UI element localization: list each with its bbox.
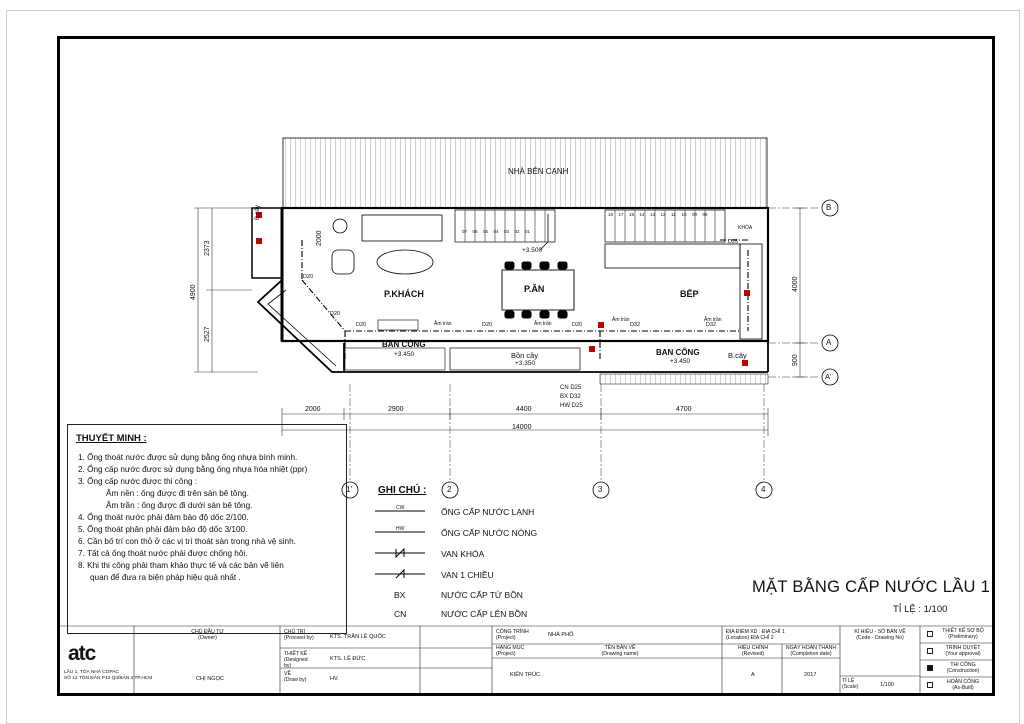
note-line: 2. Ống cấp nước được sử dụng bằng ống nhựa hóa nhiệt (ppr) (78, 465, 308, 474)
drawing-name-label: TÊN BẢN VẼ (Drawing name) (601, 645, 639, 657)
phase-checkbox (927, 631, 933, 637)
stair-number: 01 (525, 229, 531, 234)
pipe-d20-b: D20 (482, 322, 493, 328)
legend-label: ỐNG CẤP NƯỚC LẠNH (441, 507, 535, 517)
planter-right: B.cây (728, 351, 747, 360)
stair-number: 12 (660, 212, 666, 217)
dim-1: 2000 (305, 406, 321, 413)
dim-4: 4700 (676, 406, 692, 413)
legend-label: VAN KHÓA (441, 549, 485, 559)
note-line: Âm trần : ống được đi dưới sàn bê tông. (106, 501, 253, 510)
stair-number: 02 (514, 229, 520, 234)
legend-label: NƯỚC CẤP TỪ BỒN (441, 590, 523, 600)
legend-symbol-cn: CN (394, 609, 407, 619)
legend-label: VAN 1 CHIỀU (441, 570, 494, 580)
pipe-d25: D25 (728, 239, 739, 245)
axis-1p: 1' (346, 485, 352, 494)
dim-right-1: 4000 (792, 276, 799, 292)
axis-3: 3 (598, 485, 603, 494)
dim-inner: 2000 (316, 230, 323, 246)
pipe-d32-b: D32 (706, 322, 717, 328)
dim-left-total: 4900 (190, 284, 197, 300)
axis-a-prime: A' (825, 372, 832, 381)
legend-label: NƯỚC CẤP LÊN BỒN (441, 609, 528, 619)
pipe-am-tran-b: Âm trần (534, 321, 552, 327)
company-logo: atc (68, 642, 96, 665)
dim-left-2: 2527 (204, 326, 211, 342)
pipe-am-tran-c: Âm trần (612, 317, 630, 323)
company-name: LẦU 1, TÒA NHÀ COPAC (64, 670, 120, 675)
pipe-d20-a: D20 (356, 322, 367, 328)
stair-number: 05 (483, 229, 489, 234)
stair-number: 15 (629, 212, 635, 217)
stair-number: 11 (671, 212, 676, 217)
company-address: SỐ 12 TÔN ĐẢN P13 Q4/BẢN 4 TP.HCM (64, 676, 153, 682)
stair-number: 13 (650, 212, 656, 217)
notes-heading: THUYẾT MINH : (76, 433, 147, 444)
owner-label: CHỦ ĐẦU TƯ (Owner) (191, 629, 224, 641)
date-value: 2017 (804, 672, 817, 678)
legend-symbol-cw: CW (396, 505, 405, 511)
item-label: HẠNG MỤC (Project) (496, 645, 525, 657)
note-line: quan để đưa ra biện pháp hiệu quả nhất . (90, 573, 241, 582)
pipe-cn: CN D25 (560, 385, 582, 391)
pipe-bx: BX D32 (560, 394, 581, 400)
note-line: 8. Khi thi công phải tham khảo thực tế và các bản vẽ liên (78, 561, 284, 570)
level-balcony-right: +3.450 (670, 358, 691, 365)
axis-2: 2 (447, 485, 452, 494)
drawing-title: MẶT BẰNG CẤP NƯỚC LẦU 1 (752, 578, 991, 596)
note-line: 4. Ống thoát nước phải đảm bảo độ dốc 2/100. (78, 513, 249, 522)
phase-label: TRÌNH DUYỆT (Your approval) (945, 645, 981, 657)
pipe-hw: HW D25 (560, 403, 583, 409)
pipe-am-tran-a: Âm trần (434, 321, 452, 327)
pipe-d20-d: D20 (303, 274, 314, 280)
location-label: ĐỊA ĐIỂM XD : ĐỊA CHỈ 1 (Location) ĐỊA CHỈ 2 (726, 629, 785, 641)
pipe-khoa: KHÓA (738, 225, 753, 231)
phase-label: THIẾT KẾ SƠ BỘ (Preliminary) (942, 628, 984, 640)
pipe-d20-e: D20 (330, 311, 341, 317)
design-label: THIẾT KẾ (Designed by) (284, 651, 308, 669)
chief-label: CHỦ TRÌ (Proceed by) (284, 629, 314, 641)
note-line: 7. Tất cả ống thoát nước phải được chống hôi. (78, 549, 248, 558)
stair-number: 04 (493, 229, 499, 234)
stair-number: 09 (692, 212, 698, 217)
draw-value: HV. (330, 676, 339, 682)
note-line: 6. Cần bố trí con thỏ ở các vị trí thoát sàn trong nhà vệ sinh. (78, 537, 296, 546)
legend-label: ỐNG CẤP NƯỚC NÓNG (441, 528, 538, 538)
note-line: 3. Ống cấp nước được thi công : (78, 477, 198, 486)
stair-number: 10 (681, 212, 687, 217)
drawing-scale: TỈ LỆ : 1/100 (893, 604, 948, 615)
phase-checkbox (927, 682, 933, 688)
room-dining: P.ĂN (524, 284, 545, 294)
scale-value: 1/100 (880, 682, 894, 688)
stair-number: 18 (608, 212, 614, 217)
legend-symbol-hw: HW (396, 526, 405, 532)
note-line: Âm nền : ống được đi trên sàn bê tông. (106, 489, 249, 498)
dim-3: 4400 (516, 406, 532, 413)
legend-symbols (375, 511, 425, 578)
company-info (64, 670, 152, 682)
phase-checkbox (927, 665, 933, 671)
room-balcony-left: BAN CÔNG (382, 340, 426, 349)
planter-mid: Bồn cây (511, 351, 539, 360)
stair-number: 08 (702, 212, 708, 217)
revised-value: A (751, 672, 755, 678)
pipe-am-tran-d: Âm trần (704, 317, 722, 323)
legend-heading: GHI CHÚ : (378, 485, 427, 496)
stair-number: 03 (504, 229, 510, 234)
axis-4: 4 (761, 485, 766, 494)
room-balcony-right: BAN CÔNG (656, 348, 700, 357)
dim-right-2: 900 (792, 354, 799, 366)
phase-label: HOÀN CÔNG (As-Built) (947, 679, 979, 691)
pipe-d20-c: D20 (572, 322, 583, 328)
room-kitchen: BẾP (680, 289, 699, 299)
axis-b: B (826, 203, 832, 212)
legend-symbol-bx: BX (394, 590, 406, 600)
stair-number: 06 (472, 229, 478, 234)
scale-label: TỈ LỆ (Scale) (842, 678, 859, 690)
phase-checkbox (927, 648, 933, 654)
level-balcony-left: +3.450 (394, 351, 415, 358)
note-line: 1. Ống thoát nước được sử dụng bằng ống nhựa bình minh. (78, 453, 298, 462)
axis-a: A (826, 338, 832, 347)
owner-value: CHỊ NGỌC (196, 676, 224, 682)
date-label: NGÀY HOÀN THÀNH (Completion date) (785, 645, 837, 657)
draw-label: VẼ (Draw by) (284, 671, 307, 683)
phase-label: THI CÔNG (Construction) (946, 662, 980, 674)
stair-number: 17 (618, 212, 624, 217)
notes-box (67, 424, 347, 634)
revised-label: HIỆU CHỈNH (Revised) (737, 645, 769, 657)
neighbor-label: NHÀ BÊN CẠNH (508, 167, 569, 176)
item-value: KIẾN TRÚC (510, 672, 541, 678)
stair-number: 07 (462, 229, 468, 234)
dim-2: 2900 (388, 406, 404, 413)
level-planter: +3.350 (515, 360, 536, 367)
pipe-d32-a: D32 (630, 322, 641, 328)
stair-number: 14 (639, 212, 645, 217)
design-value: KTS. LÊ ĐỨC (330, 656, 366, 662)
project-label: CÔNG TRÌNH (Project) (496, 629, 529, 641)
note-line: 5. Ống thoát phân phải đảm bảo độ dốc 3/100. (78, 525, 248, 534)
code-label: KÍ HIỆU - SỐ BẢN VẼ (Code - Drawing No) (854, 629, 906, 641)
room-living: P.KHÁCH (384, 289, 424, 299)
planter-left: B.cây (255, 204, 261, 220)
level-dining: +3.500 (522, 247, 543, 254)
dim-total: 14000 (512, 424, 532, 431)
project-value: NHÀ PHỐ (548, 632, 574, 638)
chief-value: KTS. TRẦN LÊ QUỐC (330, 634, 386, 640)
dim-left-1: 2373 (204, 240, 211, 256)
